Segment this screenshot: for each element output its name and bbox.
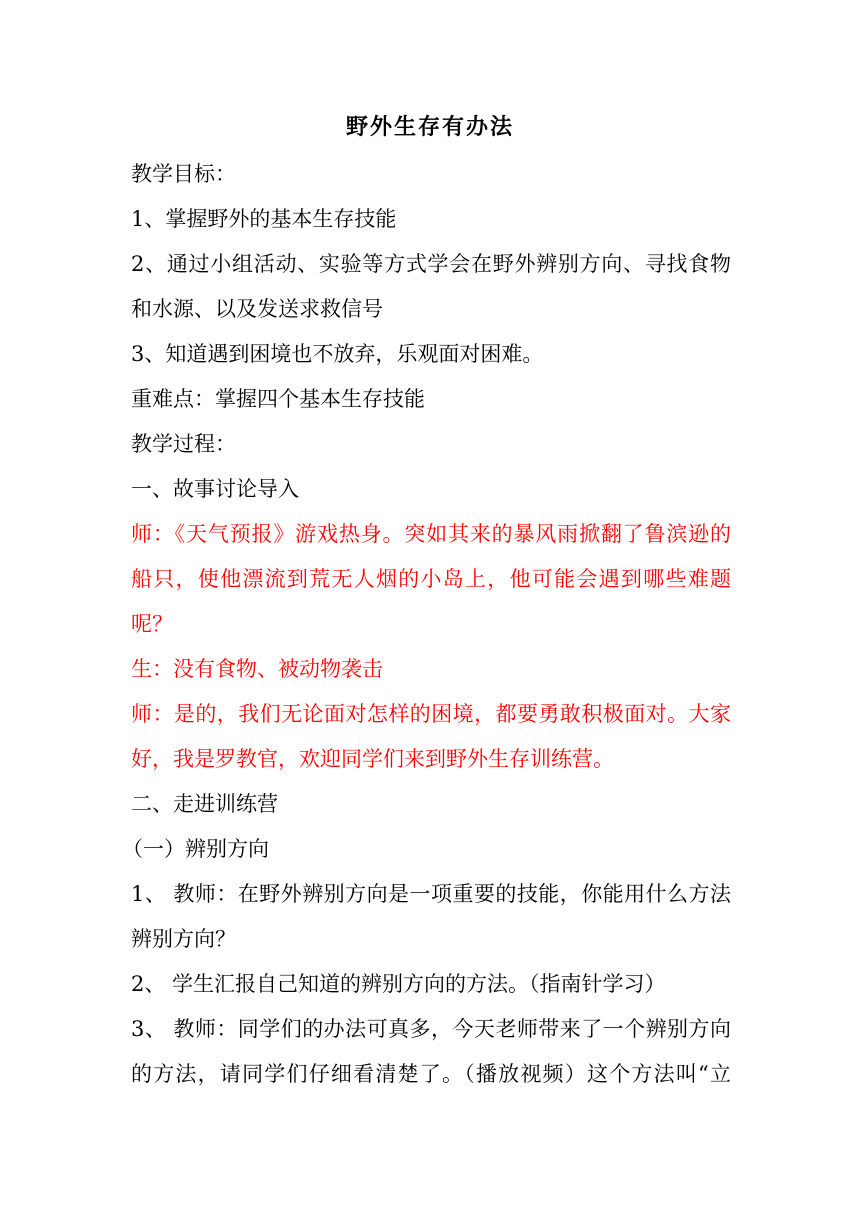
key-points: 重难点：掌握四个基本生存技能 <box>131 387 425 411</box>
step-2: 2、 学生汇报自己知道的辨别方向的方法。（指南针学习） <box>131 972 666 996</box>
step-3-line-2: 的方法，请同学们仔细看清楚了。（播放视频）这个方法叫“立 <box>131 1062 731 1086</box>
dialogue-teacher-1-line-3: 呢？ <box>131 612 173 636</box>
section-heading-objectives: 教学目标： <box>131 162 236 186</box>
objective-1: 1、掌握野外的基本生存技能 <box>131 207 397 231</box>
part-1-heading: 一、故事讨论导入 <box>131 477 299 501</box>
dialogue-teacher-2-line-1: 师：是的，我们无论面对怎样的困境，都要勇敢积极面对。大家 <box>131 702 731 726</box>
step-3-line-1: 3、 教师：同学们的办法可真多，今天老师带来了一个辨别方向 <box>131 1017 731 1041</box>
part-2-heading: 二、走进训练营 <box>131 792 278 816</box>
section-heading-process: 教学过程： <box>131 432 236 456</box>
objective-3: 3、知道遇到困境也不放弃，乐观面对困难。 <box>131 342 544 366</box>
subsection-direction-heading: （一）辨别方向 <box>122 837 269 861</box>
dialogue-teacher-2-line-2: 好，我是罗教官，欢迎同学们来到野外生存训练营。 <box>131 747 614 771</box>
step-1-line-1: 1、 教师：在野外辨别方向是一项重要的技能，你能用什么方法 <box>131 882 731 906</box>
dialogue-teacher-1-line-2: 船只，使他漂流到荒无人烟的小岛上，他可能会遇到哪些难题 <box>131 567 731 591</box>
objective-2-line-1: 2、通过小组活动、实验等方式学会在野外辨别方向、寻找食物 <box>131 252 731 276</box>
dialogue-teacher-1-line-1: 师：《天气预报》游戏热身。突如其来的暴风雨掀翻了鲁滨逊的 <box>131 522 731 546</box>
dialogue-student-1: 生：没有食物、被动物袭击 <box>131 657 383 681</box>
step-1-line-2: 辨别方向？ <box>131 927 236 951</box>
objective-2-line-2: 和水源、以及发送求救信号 <box>131 297 383 321</box>
document-title: 野外生存有办法 <box>345 114 514 140</box>
